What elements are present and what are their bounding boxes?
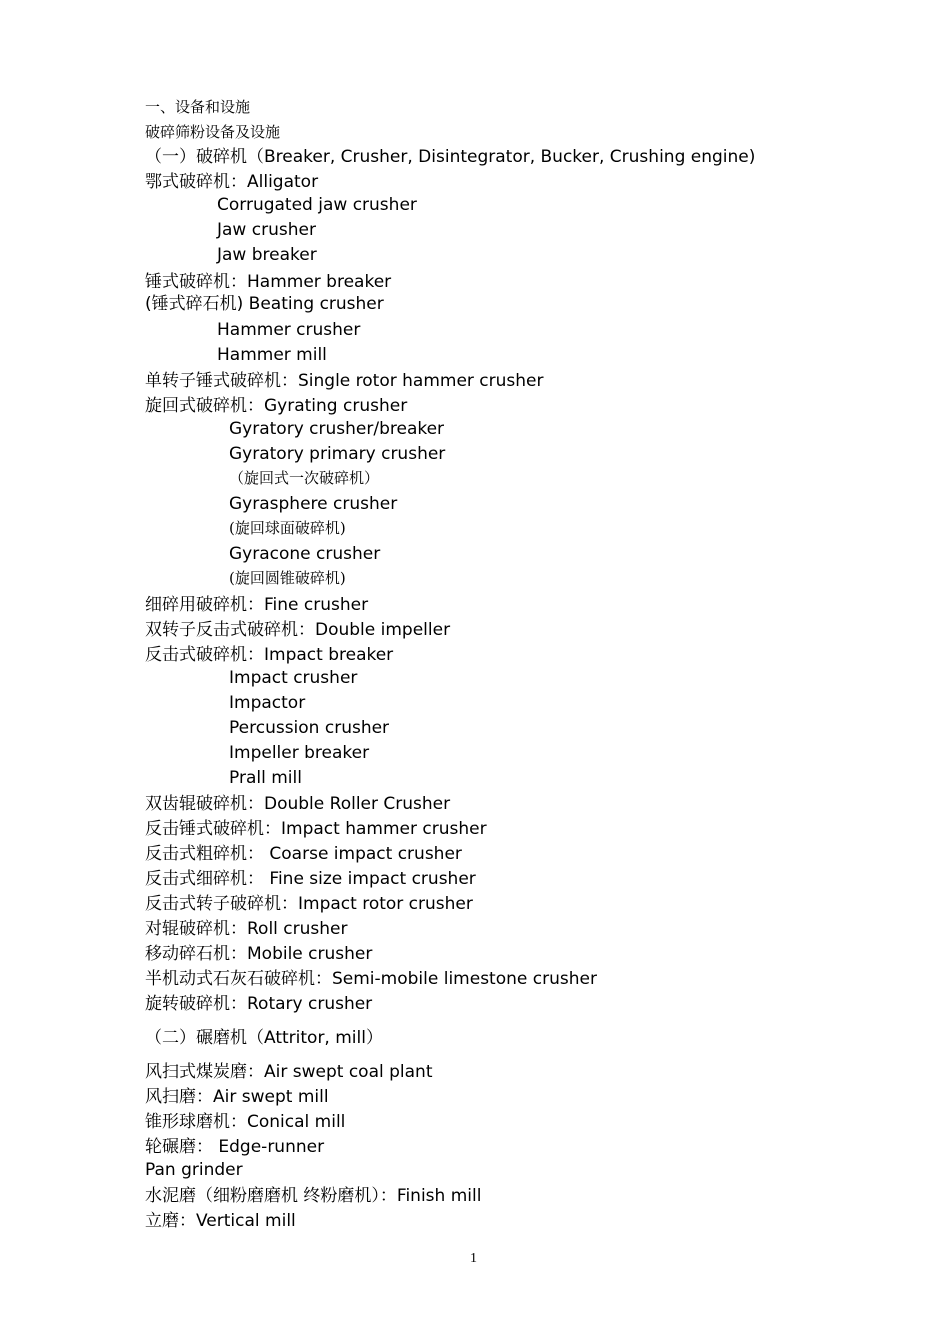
term-line: 双齿辊破碎机：Double Roller Crusher bbox=[145, 794, 451, 814]
term-line: 风扫磨：Air swept mill bbox=[145, 1087, 329, 1107]
term-line: 旋转破碎机：Rotary crusher bbox=[145, 994, 373, 1014]
term-line: 轮碾磨： Edge-runner bbox=[145, 1137, 325, 1157]
term-line: 单转子锤式破碎机：Single rotor hammer crusher bbox=[145, 371, 544, 391]
term-line: (锤式碎石机) Beating crusher bbox=[145, 294, 384, 314]
term-line: Gyratory crusher/breaker bbox=[229, 419, 445, 439]
term-line: 鄂式破碎机：Alligator bbox=[145, 172, 319, 192]
term-line: 半机动式石灰石破碎机：Semi-mobile limestone crusher bbox=[145, 969, 597, 989]
term-line: Impactor bbox=[229, 693, 306, 713]
term-line: 反击式破碎机：Impact breaker bbox=[145, 645, 394, 665]
term-line: Percussion crusher bbox=[229, 718, 390, 738]
term-line: 锤式破碎机：Hammer breaker bbox=[145, 272, 392, 292]
term-line: 锥形球磨机：Conical mill bbox=[145, 1112, 346, 1132]
category-heading-mills: （二）碾磨机（Attritor, mill） bbox=[145, 1028, 383, 1048]
category-heading-crushers: （一）破碎机（Breaker, Crusher, Disintegrator, Bucker, Crushing engine) bbox=[145, 147, 756, 167]
term-line: 风扫式煤炭磨：Air swept coal plant bbox=[145, 1062, 433, 1082]
term-line: Pan grinder bbox=[145, 1160, 243, 1180]
term-line: Jaw crusher bbox=[217, 220, 316, 240]
term-line: Prall mill bbox=[229, 768, 302, 788]
term-line: Impeller breaker bbox=[229, 743, 370, 763]
term-line: Jaw breaker bbox=[217, 245, 317, 265]
term-line: 对辊破碎机：Roll crusher bbox=[145, 919, 348, 939]
term-line: Impact crusher bbox=[229, 668, 358, 688]
term-line: 双转子反击式破碎机：Double impeller bbox=[145, 620, 451, 640]
section-heading: 一、设备和设施 bbox=[145, 98, 251, 116]
term-line: 反击式转子破碎机：Impact rotor crusher bbox=[145, 894, 473, 914]
term-line: 反击锤式破碎机：Impact hammer crusher bbox=[145, 819, 487, 839]
term-note: (旋回圆锥破碎机) bbox=[229, 569, 346, 587]
term-line: 水泥磨（细粉磨磨机 终粉磨机）：Finish mill bbox=[145, 1186, 482, 1206]
term-line: 立磨：Vertical mill bbox=[145, 1211, 296, 1231]
term-line: Corrugated jaw crusher bbox=[217, 195, 417, 215]
term-note: (旋回球面破碎机) bbox=[229, 519, 346, 537]
page-number: 1 bbox=[470, 1251, 477, 1266]
term-line: Gyracone crusher bbox=[229, 544, 381, 564]
term-line: Hammer mill bbox=[217, 345, 327, 365]
term-line: 移动碎石机：Mobile crusher bbox=[145, 944, 373, 964]
term-line: Hammer crusher bbox=[217, 320, 361, 340]
term-line: Gyrasphere crusher bbox=[229, 494, 398, 514]
term-line: 细碎用破碎机：Fine crusher bbox=[145, 595, 369, 615]
subsection-heading: 破碎筛粉设备及设施 bbox=[145, 123, 281, 141]
term-line: 反击式粗碎机： Coarse impact crusher bbox=[145, 844, 462, 864]
term-line: 旋回式破碎机：Gyrating crusher bbox=[145, 396, 408, 416]
term-line: 反击式细碎机： Fine size impact crusher bbox=[145, 869, 476, 889]
term-note: （旋回式一次破碎机） bbox=[229, 469, 380, 487]
term-line: Gyratory primary crusher bbox=[229, 444, 446, 464]
